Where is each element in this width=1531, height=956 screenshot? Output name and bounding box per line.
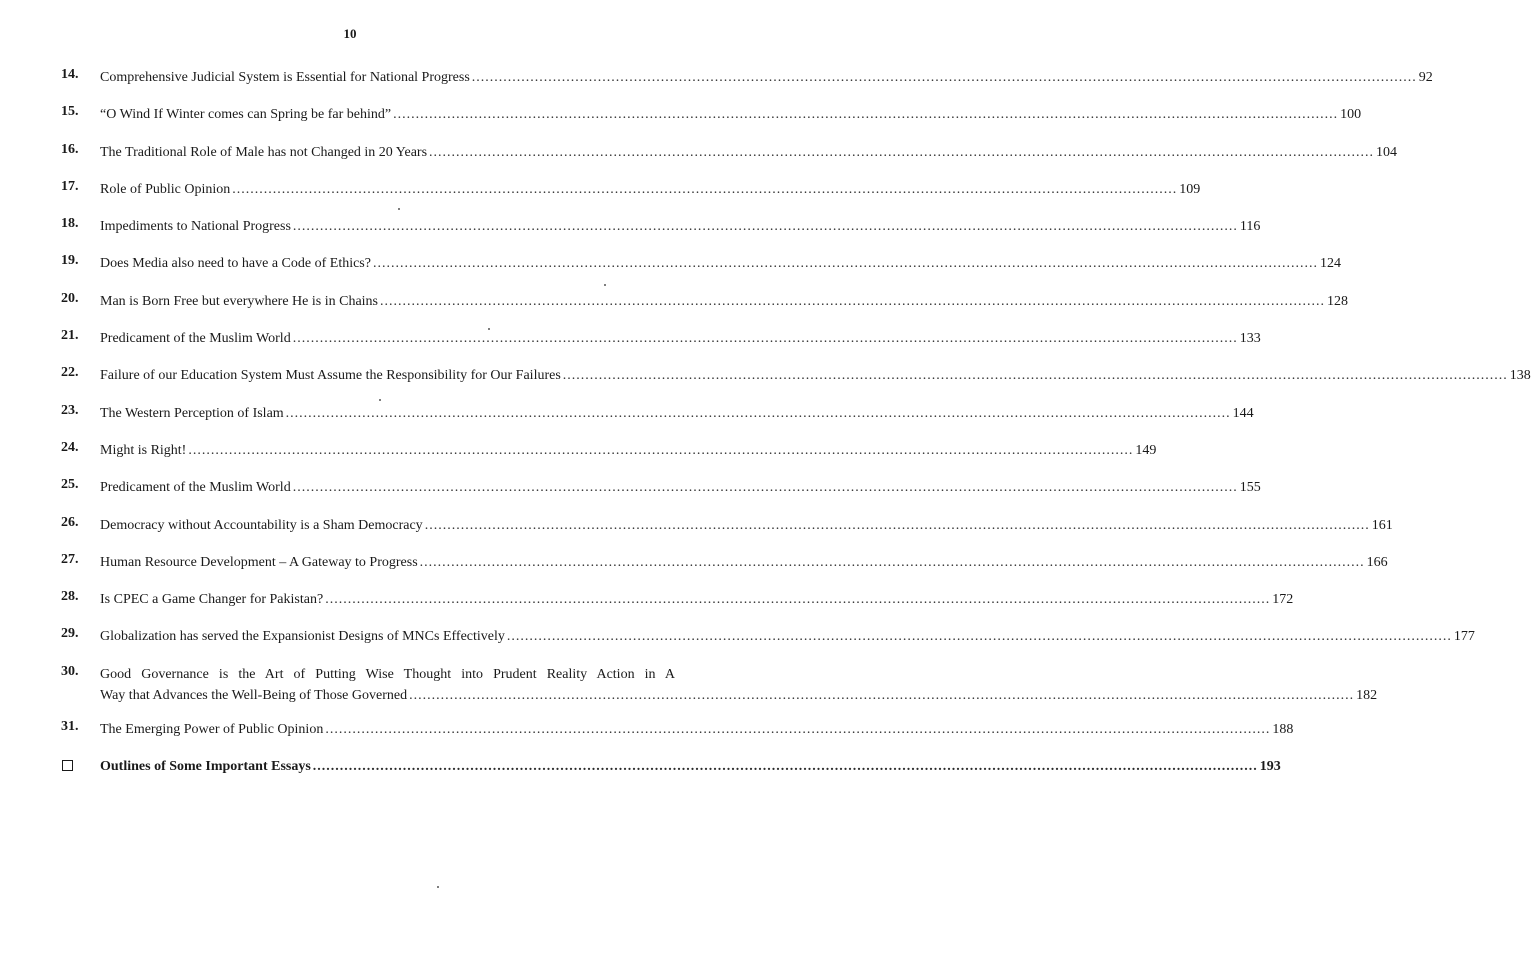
entry-title: Role of Public Opinion: [100, 181, 231, 197]
entry-title-line-1: [100, 664, 675, 685]
entry-title-second-line: Way that Advances the Well-Being of Those Governed: [100, 687, 408, 703]
entry-number: 23.: [61, 402, 79, 418]
entry-page-number: 193: [1259, 759, 1281, 775]
entry-page-number: 116: [1239, 219, 1261, 235]
entry-page-number: 138: [1509, 368, 1531, 384]
dot-leader: [325, 719, 1270, 740]
entry-title: Failure of our Education System Must Assume the Responsibility for Our Failures: [100, 368, 561, 384]
entry-page-number: 104: [1376, 144, 1398, 160]
dot-leader: [425, 515, 1370, 536]
entry-number: 19.: [61, 253, 79, 269]
entry-title: Human Resource Development – A Gateway to Progress: [100, 554, 418, 570]
toc-entry-21: [0, 324, 1261, 361]
dot-leader: [293, 477, 1238, 498]
entry-number: 31.: [61, 718, 79, 734]
entry-page-number: 92: [1418, 70, 1433, 85]
entry-page-number: 155: [1239, 480, 1261, 496]
entry-page-number: 177: [1453, 629, 1475, 645]
entry-number: 15.: [61, 104, 79, 120]
toc-entry-28: [0, 585, 1294, 622]
toc-entry-24: [0, 436, 1157, 473]
dot-leader: [420, 552, 1365, 573]
entry-title: Does Media also need to have a Code of Ethics?: [100, 256, 371, 272]
page-number: 10: [343, 26, 357, 41]
scan-speck: [437, 886, 439, 888]
dot-leader: [429, 142, 1374, 163]
toc-entry-20: [0, 287, 1348, 324]
toc-entry-27: [0, 548, 1388, 585]
entry-number: 27.: [61, 551, 79, 567]
scan-speck: [488, 328, 490, 330]
entry-page-number: 144: [1232, 405, 1254, 421]
dot-leader: [373, 253, 1318, 274]
entry-number: 29.: [61, 626, 79, 642]
dot-leader: [293, 328, 1238, 349]
toc-entry-26: [0, 511, 1393, 548]
entry-page-number: 161: [1371, 517, 1393, 533]
entry-title: Globalization has served the Expansionist Designs of MNCs Effectively: [100, 629, 505, 645]
entry-number: 18.: [61, 216, 79, 232]
toc-entry-outlines: [0, 752, 1281, 782]
toc-entry-30: [0, 660, 1378, 715]
toc-entry-17: [0, 175, 1201, 212]
entry-title: Outlines of Some Important Essays: [100, 759, 311, 775]
dot-leader: [380, 291, 1325, 312]
entry-number: 24.: [61, 439, 79, 455]
toc-entry-25: [0, 473, 1261, 510]
entry-number: 26.: [61, 514, 79, 530]
dot-leader: [232, 179, 1177, 200]
entry-page-number: 109: [1179, 181, 1201, 197]
dot-leader: [313, 756, 1258, 777]
dot-leader: [188, 440, 1133, 461]
entry-number: 20.: [61, 290, 79, 306]
entry-number: 30.: [61, 663, 79, 679]
dot-leader: [409, 685, 1354, 706]
toc-entry-23: [0, 399, 1254, 436]
toc-entry-16: [0, 138, 1398, 175]
entry-number: 14.: [61, 67, 79, 82]
dot-leader: [286, 403, 1231, 424]
entry-title: The Western Perception of Islam: [100, 405, 284, 421]
toc-entry-31: [0, 715, 1294, 752]
entry-title: Man is Born Free but everywhere He is in Chains: [100, 293, 378, 309]
scan-speck: [398, 208, 400, 210]
entry-title: Predicament of the Muslim World: [100, 480, 291, 496]
entry-title-first-line: Good Governance is the Art of Putting Wise Thought into Prudent Reality Action in A: [100, 666, 675, 682]
dot-leader: [325, 589, 1270, 610]
entry-title: “O Wind If Winter comes can Spring be far behind”: [100, 107, 392, 123]
entry-title: The Traditional Role of Male has not Changed in 20 Years: [100, 144, 428, 160]
entry-number: 21.: [61, 328, 79, 344]
entry-page-number: 166: [1366, 554, 1388, 570]
entry-title: Comprehensive Judicial System is Essential for National Progress: [100, 70, 470, 85]
entry-title: Might is Right!: [100, 442, 187, 458]
toc-entry-22: [0, 361, 1531, 398]
toc-entry-15: [0, 100, 1362, 137]
scan-speck: [604, 284, 606, 286]
entry-title: The Emerging Power of Public Opinion: [100, 721, 324, 737]
toc-entry-19: [0, 249, 1341, 286]
entry-title: Predicament of the Muslim World: [100, 331, 291, 347]
entry-number: 17.: [61, 178, 79, 194]
entry-page-number: 188: [1272, 721, 1294, 737]
entry-number: 25.: [61, 477, 79, 493]
toc-entry-14: [0, 63, 1433, 100]
entry-title: Democracy without Accountability is a Sham Democracy: [100, 517, 423, 533]
entry-number: 22.: [61, 365, 79, 381]
scan-speck: [379, 399, 381, 401]
entry-page-number: 124: [1319, 256, 1341, 272]
entry-page-number: 182: [1356, 687, 1378, 703]
dot-leader: [293, 216, 1238, 237]
toc-entry-29: [0, 622, 1475, 659]
entry-number: 16.: [61, 141, 79, 157]
entry-title: Is CPEC a Game Changer for Pakistan?: [100, 592, 324, 608]
dot-leader: [563, 365, 1508, 386]
entry-title: Impediments to National Progress: [100, 219, 291, 235]
dot-leader: [393, 104, 1338, 125]
entry-page-number: 149: [1135, 442, 1157, 458]
entry-page-number: 172: [1272, 592, 1294, 608]
table-of-contents: [0, 63, 1531, 782]
entry-page-number: 128: [1327, 293, 1348, 309]
dot-leader: [507, 626, 1452, 647]
entry-number: 28.: [61, 589, 79, 605]
toc-entry-18: [0, 212, 1261, 249]
entry-page-number: 133: [1239, 331, 1261, 347]
dot-leader: [472, 67, 1417, 88]
square-bullet-icon: [62, 760, 73, 771]
entry-page-number: 100: [1340, 107, 1362, 123]
